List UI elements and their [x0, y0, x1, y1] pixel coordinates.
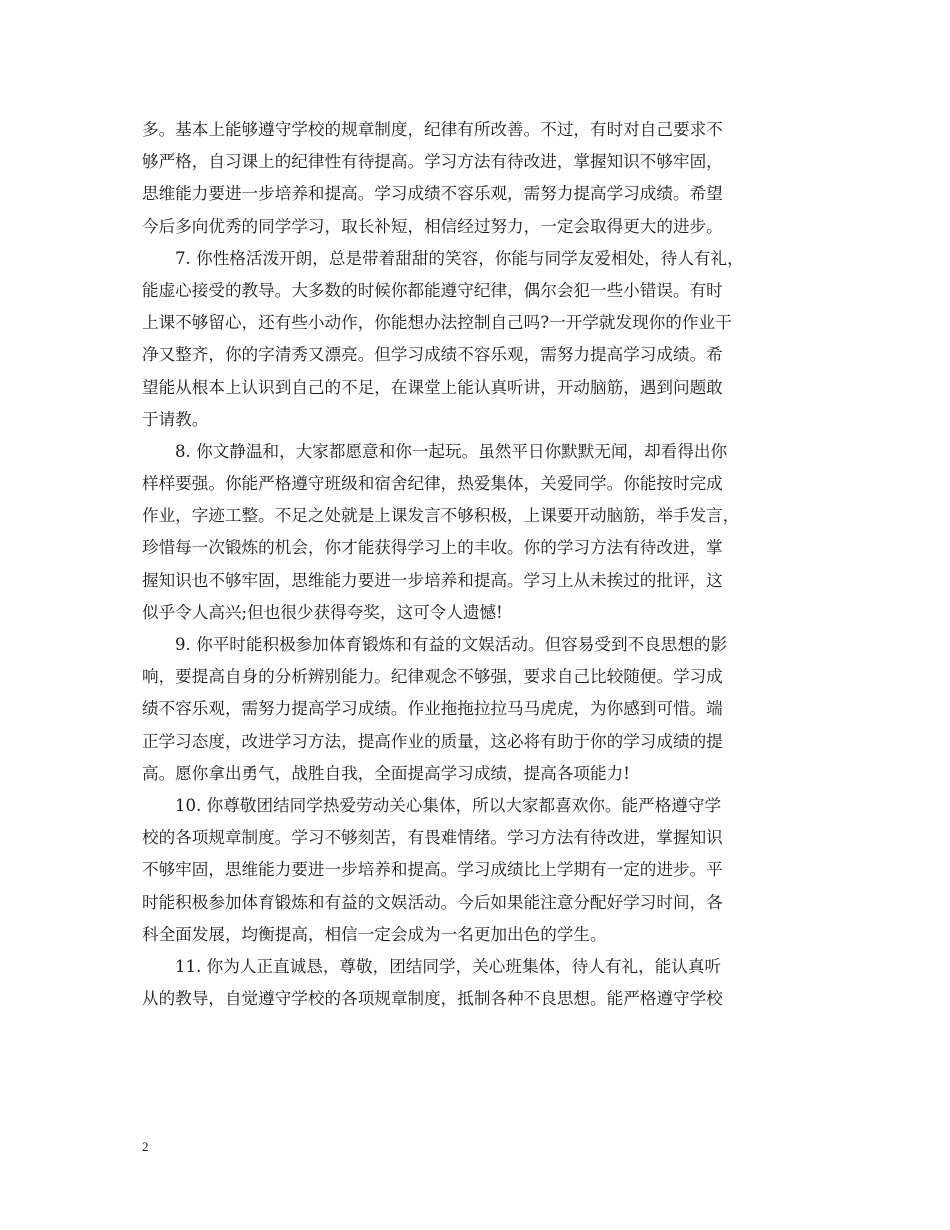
text-line: 9. 你平时能积极参加体育锻炼和有益的文娱活动。但容易受到不良思想的影	[175, 635, 728, 654]
text-line: 净又整齐，你的字清秀又漂亮。但学习成绩不容乐观，需努力提高学习成绩。希	[142, 345, 723, 365]
text-line: 科全面发展，均衡提高，相信一定会成为一名更加出色的学生。	[142, 924, 607, 944]
page-number: 2	[142, 1139, 149, 1154]
text-line: 校的各项规章制度。学习不够刻苦，有畏难情绪。学习方法有待改进，掌握知识	[142, 828, 723, 848]
text-line: 正学习态度，改进学习方法，提高作业的质量，这必将有助于你的学习成绩的提	[142, 731, 723, 751]
text-line: 作业，字迹工整。不足之处就是上课发言不够积极，上课要开动脑筋，举手发言，	[142, 506, 740, 526]
text-line: 珍惜每一次锻炼的机会，你才能获得学习上的丰收。你的学习方法有待改进，掌	[142, 538, 723, 558]
text-line: 思维能力要进一步培养和提高。学习成绩不容乐观，需努力提高学习成绩。希望	[142, 184, 723, 204]
text-line: 似乎令人高兴;但也很少获得夸奖，这可令人遗憾!	[142, 602, 503, 622]
text-line: 绩不容乐观，需努力提高学习成绩。作业拖拖拉拉马马虎虎，为你感到可惜。端	[142, 699, 723, 719]
text-line: 10. 你尊敬团结同学热爱劳动关心集体，所以大家都喜欢你。能严格遵守学	[175, 795, 722, 815]
text-line: 高。愿你拿出勇气，战胜自我，全面提高学习成绩，提高各项能力!	[142, 763, 630, 783]
text-line: 多。基本上能够遵守学校的规章制度，纪律有所改善。不过，有时对自己要求不	[142, 120, 723, 139]
text-line: 从的教导，自觉遵守学校的各项规章制度，抵制各种不良思想。能严格遵守学校	[142, 989, 723, 1009]
text-line: 上课不够留心，还有些小动作，你能想办法控制自己吗?一开学就发现你的作业干	[142, 313, 732, 333]
text-line: 时能积极参加体育锻炼和有益的文娱活动。今后如果能注意分配好学习时间，各	[142, 892, 723, 912]
text-line: 11. 你为人正直诚恳，尊敬，团结同学，关心班集体，待人有礼，能认真听	[175, 956, 722, 976]
text-line: 响，要提高自身的分析辨别能力。纪律观念不够强，要求自己比较随便。学习成	[142, 667, 723, 687]
text-line: 不够牢固，思维能力要进一步培养和提高。学习成绩比上学期有一定的进步。平	[142, 860, 723, 880]
text-line: 样样要强。你能严格遵守班级和宿舍纪律，热爱集体，关爱同学。你能按时完成	[142, 474, 723, 494]
text-line: 于请教。	[142, 409, 209, 429]
text-line: 握知识也不够牢固，思维能力要进一步培养和提高。学习上从未挨过的批评，这	[142, 570, 723, 590]
text-line: 7. 你性格活泼开朗，总是带着甜甜的笑容，你能与同学友爱相处，待人有礼，	[175, 248, 744, 268]
text-line: 能虚心接受的教导。大多数的时候你都能遵守纪律，偶尔会犯一些小错误。有时	[142, 280, 723, 300]
text-line: 望能从根本上认识到自己的不足，在课堂上能认真听讲，开动脑筋，遇到问题敢	[142, 377, 723, 397]
text-line: 今后多向优秀的同学学习，取长补短，相信经过努力，一定会取得更大的进步。	[142, 216, 723, 236]
text-line: 够严格，自习课上的纪律性有待提高。学习方法有待改进，掌握知识不够牢固，	[142, 152, 723, 172]
text-line: 8. 你文静温和，大家都愿意和你一起玩。虽然平日你默默无闻，却看得出你	[175, 441, 728, 461]
document-body	[142, 114, 814, 1015]
